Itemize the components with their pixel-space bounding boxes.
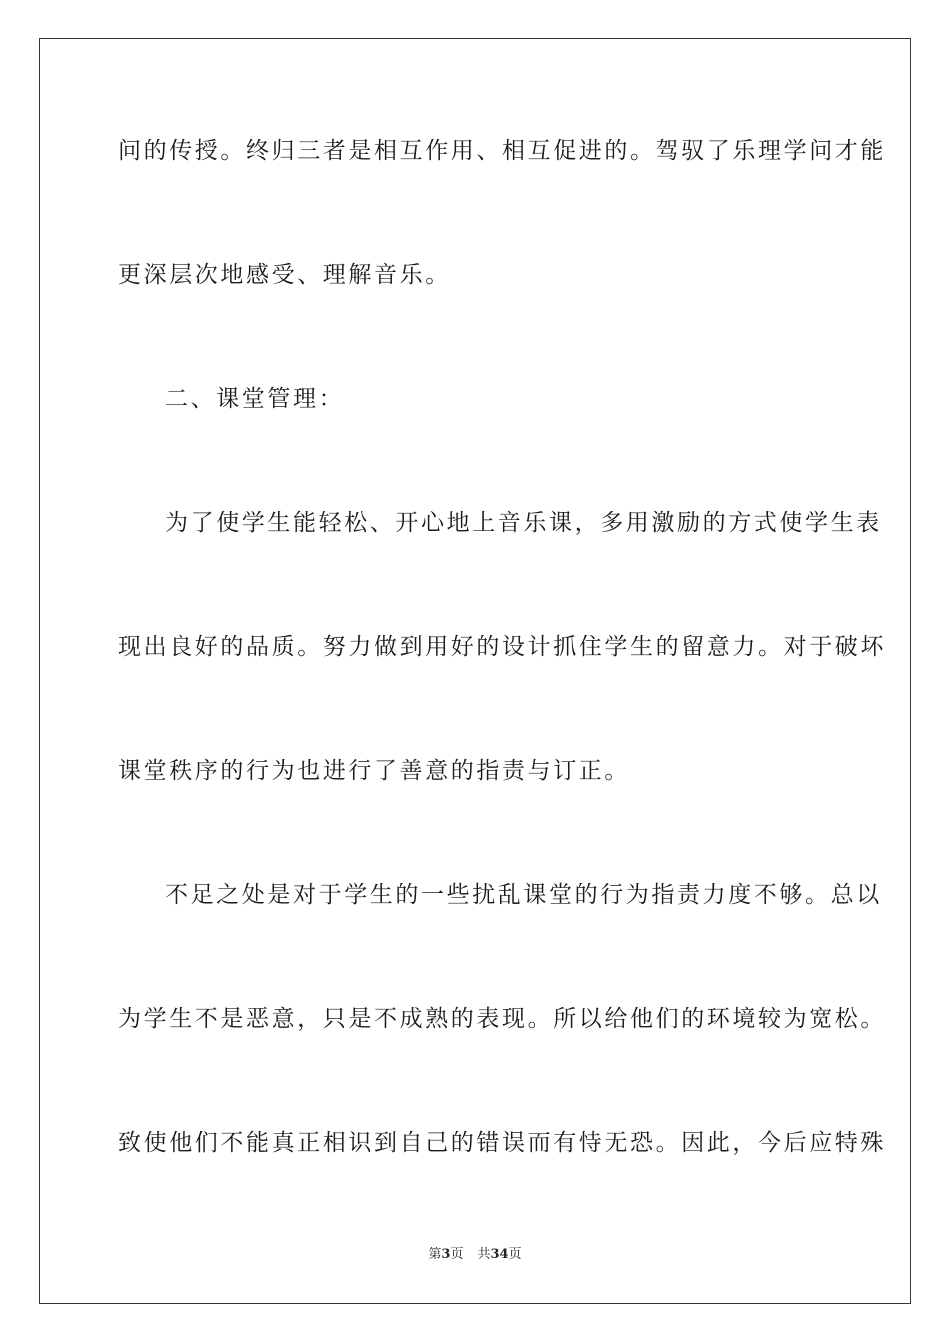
body-text-line-6: 不足之处是对于学生的一些扰乱课堂的行为指责力度不够。总以 [165, 882, 882, 908]
body-text-line-5: 课堂秩序的行为也进行了善意的指责与订正。 [118, 758, 630, 784]
total-label-suffix: 页 [508, 1247, 522, 1262]
page-label-suffix: 页 [450, 1247, 464, 1262]
page-border [39, 38, 911, 1304]
body-text-line-8: 致使他们不能真正相识到自己的错误而有恃无恐。因此，今后应特殊 [118, 1130, 886, 1156]
page-label-prefix: 第 [428, 1247, 442, 1262]
section-heading: 二、课堂管理： [165, 386, 345, 412]
page-number: 3 [441, 1247, 451, 1262]
body-text-line-2: 更深层次地感受、理解音乐。 [118, 262, 451, 288]
body-text-line-7: 为学生不是恶意，只是不成熟的表现。所以给他们的环境较为宽松。 [118, 1006, 886, 1032]
total-pages: 34 [490, 1247, 509, 1262]
total-label-prefix: 共 [477, 1247, 491, 1262]
page-footer [0, 1246, 950, 1264]
body-text-line-4: 现出良好的品质。努力做到用好的设计抓住学生的留意力。对于破坏 [118, 634, 886, 660]
body-text-line-1: 问的传授。终归三者是相互作用、相互促进的。驾驭了乐理学问才能 [118, 138, 886, 164]
body-text-line-3: 为了使学生能轻松、开心地上音乐课，多用激励的方式使学生表 [165, 510, 882, 536]
